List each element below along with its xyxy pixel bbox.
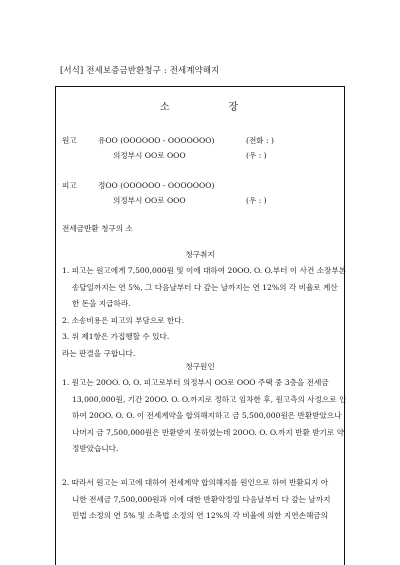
cause-line: 1. 원고는 20OO. O. O. 피고로부터 의정부시 OO로 OOO 주택 중 3층을 전세금 (62, 378, 329, 387)
claim-line: 1. 피고는 원고에게 7,500,000원 및 이에 대하여 20OO. O. O.부터 이 사건 소장부본 (62, 266, 347, 275)
defendant-name: 정OO (OOOOOO - OOOOOOO) (98, 181, 215, 190)
document-title: 소 장 (159, 102, 241, 113)
form-header: [서식] 전세보증금반환청구 : 전세계약해지 (60, 65, 220, 75)
claim-line: 3. 위 제1항은 가집행할 수 있다. (62, 332, 170, 341)
claim-line: 한 돈을 지급하라. (72, 299, 131, 308)
plaintiff-label: 원고 (62, 136, 77, 145)
cause-paragraph-2 (62, 475, 340, 525)
claim-line: 송달일까지는 연 5%, 그 다음날부터 다 갚는 날까지는 연 12%의 각 비율로 계산 (72, 282, 338, 292)
plaintiff-postcode: (우 : ) (246, 151, 267, 160)
cause-heading: 청구원인 (185, 362, 215, 371)
cause-line: 2. 따라서 원고는 피고에 대하여 전세계약 합의해지를 원인으로 하여 반환되지 아 (62, 478, 329, 487)
claim-body (62, 263, 347, 362)
cause-line: 나머지 금 7,500,000원은 반환받지 못하였는데 20OO. O. O.까지 반환 받기로 약 (72, 427, 344, 437)
defendant-address: 의정부시 OO로 OOO (113, 196, 186, 205)
claim-heading: 청구취지 (185, 250, 215, 259)
cause-paragraph-1 (62, 375, 347, 458)
plaintiff-name: 유OO (OOOOOO - OOOOOOO) (98, 136, 215, 145)
plaintiff-phone: (전화 : ) (246, 136, 274, 145)
cause-line: 민법 소정의 연 5% 및 소촉법 소정의 연 12%의 각 비율에 의한 지연손해금의 (72, 511, 328, 520)
case-name: 전세금반환 청구의 소 (62, 224, 133, 233)
defendant-label: 피고 (62, 181, 77, 190)
claim-line: 2. 소송비용은 피고의 부담으로 한다. (62, 315, 185, 325)
plaintiff-address: 의정부시 OO로 OOO (113, 151, 186, 160)
cause-line: 니한 전세금 7,500,000원과 이에 대한 반환약정일 다음날부터 다 갚는 날까지 (72, 494, 331, 504)
cause-line: 정받았습니다. (72, 444, 119, 453)
cause-line: 하여 20OO. O. O. 이 전세계약을 합의해지하고 금 5,500,000원은 반환받았으나 (72, 411, 342, 420)
claim-line: 라는 판결을 구합니다. (62, 348, 136, 358)
defendant-postcode: (우 : ) (246, 196, 267, 205)
cause-line: 13,000,000원, 기간 20OO. O. O.까지로 정하고 임차한 후, 원고측의 사정으로 인 (72, 394, 347, 404)
